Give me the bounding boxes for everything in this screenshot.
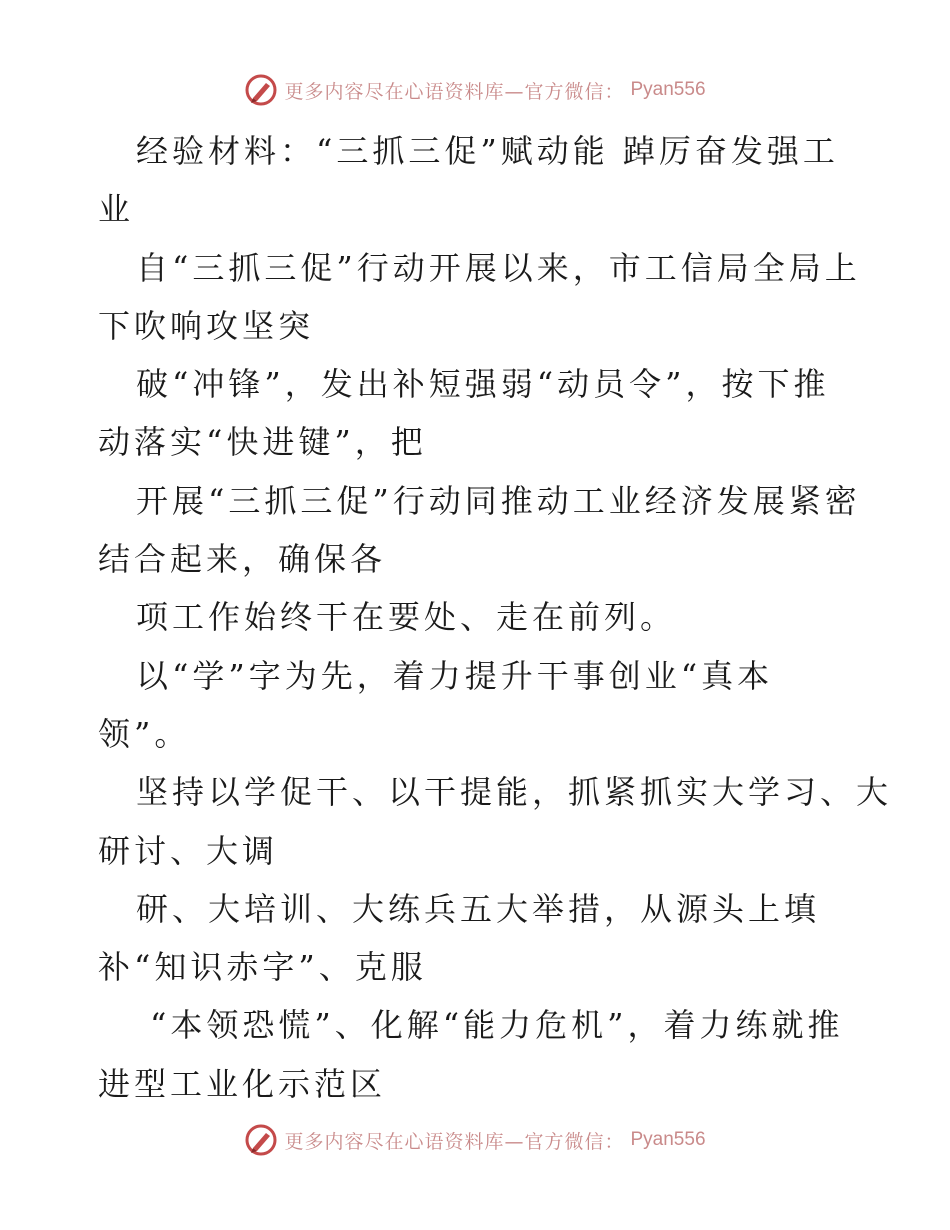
watermark-text: 更多内容尽在心语资料库—官方微信：	[284, 1130, 625, 1153]
watermark-id: Pyan556	[630, 1129, 706, 1150]
watermark-text: 更多内容尽在心语资料库—官方微信：	[284, 80, 625, 103]
text-line: 以“学”字为先，着力提升干事创业“真本	[136, 656, 774, 695]
text-line: 动落实“快进键”，把	[98, 423, 427, 462]
text-line: 补“知识赤字”、克服	[98, 948, 427, 987]
text-line: 自“三抓三促”行动开展以来，市工信局全局上	[136, 248, 861, 287]
text-line: 领”。	[98, 714, 191, 753]
text-line: 坚持以学促干、以干提能，抓紧抓实大学习、大	[136, 773, 893, 812]
text-line: “本领恐慌”、化解“能力危机”，着力练就推	[150, 1006, 844, 1045]
document-body	[98, 122, 893, 1113]
text-line: 业	[98, 190, 135, 229]
text-line: 进型工业化示范区	[98, 1064, 387, 1103]
pen-logo-icon	[244, 1123, 278, 1157]
header-watermark	[0, 70, 950, 110]
text-line: 破“冲锋”，发出补短强弱“动员令”，按下推	[136, 365, 830, 404]
footer-watermark	[0, 1120, 950, 1160]
text-line: 项工作始终干在要处、走在前列。	[136, 598, 677, 637]
watermark-id: Pyan556	[630, 79, 706, 100]
text-line: 开展“三抓三促”行动同推动工业经济发展紧密	[136, 481, 861, 520]
pen-logo-icon	[244, 73, 278, 107]
text-line: 结合起来，确保各	[98, 540, 387, 579]
text-line: 研、大培训、大练兵五大举措，从源头上填	[136, 889, 821, 928]
text-line: 下吹响攻坚突	[98, 306, 315, 345]
text-line: 研讨、大调	[98, 831, 279, 870]
text-line: 经验材料：“三抓三促”赋动能 踔厉奋发强工	[136, 132, 839, 170]
